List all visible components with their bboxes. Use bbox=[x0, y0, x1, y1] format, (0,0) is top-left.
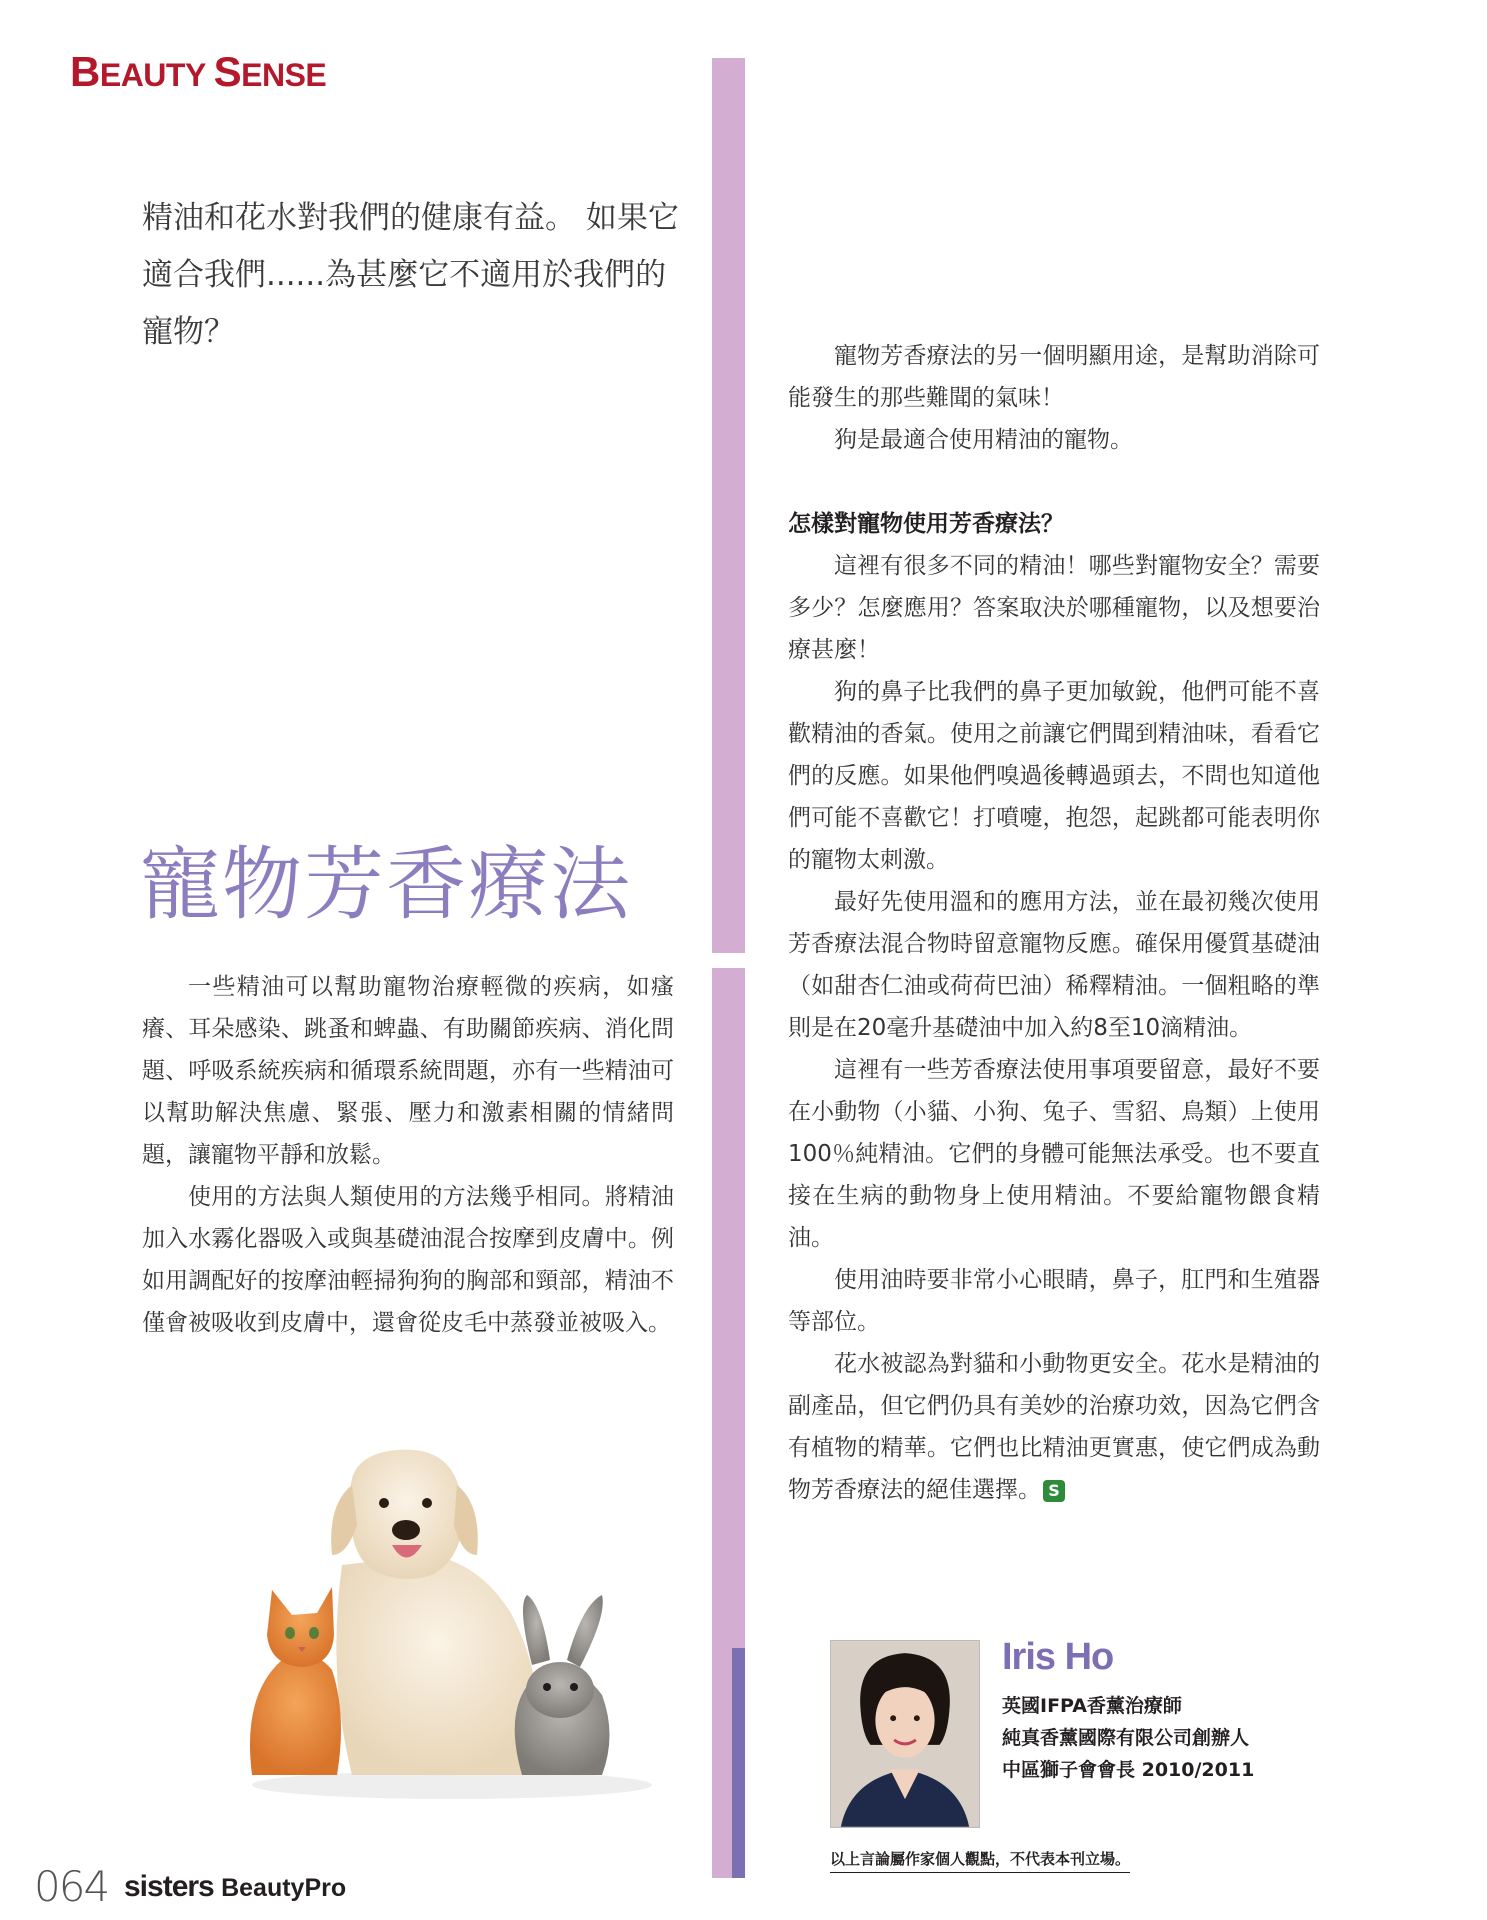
header-rest-2: ENSE bbox=[241, 57, 327, 93]
end-mark-icon: S bbox=[1043, 1480, 1065, 1502]
paragraph: 使用的方法與人類使用的方法幾乎相同。將精油加入水霧化器吸入或與基礎油混合按摩到皮膚中。例如用調配好的按摩油輕掃狗狗的胸部和頸部，精油不僅會被吸收到皮膚中，還會從皮毛中蒸發並被吸入。 bbox=[142, 1184, 674, 1336]
brand-name: sisters bbox=[124, 1870, 214, 1903]
credential-line: 中區獅子會會長 2010/2011 bbox=[1002, 1759, 1255, 1781]
paragraph: 狗的鼻子比我們的鼻子更加敏銳，他們可能不喜歡精油的香氣。使用之前讓它們聞到精油味，看看它們的反應。如果他們嗅過後轉過頭去，不問也知道他們可能不喜歡它！打噴嚏，抱怨，起跳都可能表明你的寵物太刺激。 bbox=[788, 679, 1320, 873]
author-name: Iris Ho bbox=[1002, 1636, 1114, 1678]
right-column-body bbox=[788, 335, 1320, 1511]
intro-line: 適合我們......為甚麼它不適用於我們的 bbox=[142, 257, 667, 293]
dog-figure bbox=[331, 1450, 538, 1775]
intro-lead bbox=[142, 190, 697, 361]
header-rest-1: EAUTY bbox=[99, 57, 214, 93]
paragraph-text: 花水被認為對貓和小動物更安全。花水是精油的副產品，但它們仍具有美妙的治療功效，因為它們含有植物的精華。它們也比精油更實惠，使它們成為動物芳香療法的絕佳選擇。 bbox=[788, 1351, 1320, 1503]
intro-line: 寵物？ bbox=[142, 314, 235, 350]
paragraph bbox=[788, 1343, 1320, 1511]
header-initial-2: S bbox=[213, 48, 242, 95]
author-credentials bbox=[1002, 1690, 1254, 1786]
pets-photo bbox=[232, 1445, 667, 1805]
header-initial-1: B bbox=[70, 48, 100, 95]
credential-line: 英國IFPA香薰治療師 bbox=[1002, 1695, 1182, 1717]
column-divider-top bbox=[712, 58, 745, 953]
section-header bbox=[70, 48, 326, 96]
credential-line: 純真香薰國際有限公司創辦人 bbox=[1002, 1727, 1250, 1749]
paragraph: 最好先使用溫和的應用方法，並在最初幾次使用芳香療法混合物時留意寵物反應。確保用優質基礎油（如甜杏仁油或荷荷巴油）稀釋精油。一個粗略的準則是在20毫升基礎油中加入約8至10滴精油。 bbox=[788, 889, 1320, 1041]
left-column-body bbox=[142, 966, 674, 1344]
paragraph: 使用油時要非常小心眼睛，鼻子，肛門和生殖器等部位。 bbox=[788, 1267, 1320, 1335]
page-number: 064 bbox=[34, 1862, 109, 1911]
cat-figure bbox=[250, 1587, 341, 1775]
rabbit-figure bbox=[515, 1595, 610, 1775]
article-title: 寵物芳香療法 bbox=[140, 838, 632, 931]
paragraph: 寵物芳香療法的另一個明顯用途，是幫助消除可能發生的那些難聞的氣味！ bbox=[788, 343, 1320, 411]
column-divider-accent bbox=[732, 1648, 745, 1878]
column-divider-middle bbox=[712, 968, 745, 1648]
brand-suffix: BeautyPro bbox=[221, 1874, 347, 1902]
magazine-logo bbox=[124, 1870, 346, 1904]
paragraph: 狗是最適合使用精油的寵物。 bbox=[834, 427, 1133, 453]
author-photo bbox=[830, 1640, 980, 1828]
paragraph: 這裡有很多不同的精油！哪些對寵物安全？需要多少？怎麼應用？答案取決於哪種寵物，以及想要治療甚麼！ bbox=[788, 553, 1320, 663]
paragraph: 這裡有一些芳香療法使用事項要留意，最好不要在小動物（小貓、小狗、兔子、雪貂、鳥類）上使用100％純精油。它們的身體可能無法承受。也不要直接在生病的動物身上使用精油。不要給寵物餵食精油。 bbox=[788, 1057, 1320, 1251]
subheading: 怎樣對寵物使用芳香療法？ bbox=[788, 510, 1064, 537]
paragraph: 一些精油可以幫助寵物治療輕微的疾病，如瘙癢、耳朵感染、跳蚤和蜱蟲、有助關節疾病、消化問題、呼吸系統疾病和循環系統問題，亦有一些精油可以幫助解決焦慮、緊張、壓力和激素相關的情緒問題，讓寵物平靜和放鬆。 bbox=[142, 974, 674, 1168]
intro-line: 精油和花水對我們的健康有益。 如果它 bbox=[142, 200, 679, 236]
disclaimer: 以上言論屬作家個人觀點，不代表本刊立場。 bbox=[830, 1848, 1130, 1873]
